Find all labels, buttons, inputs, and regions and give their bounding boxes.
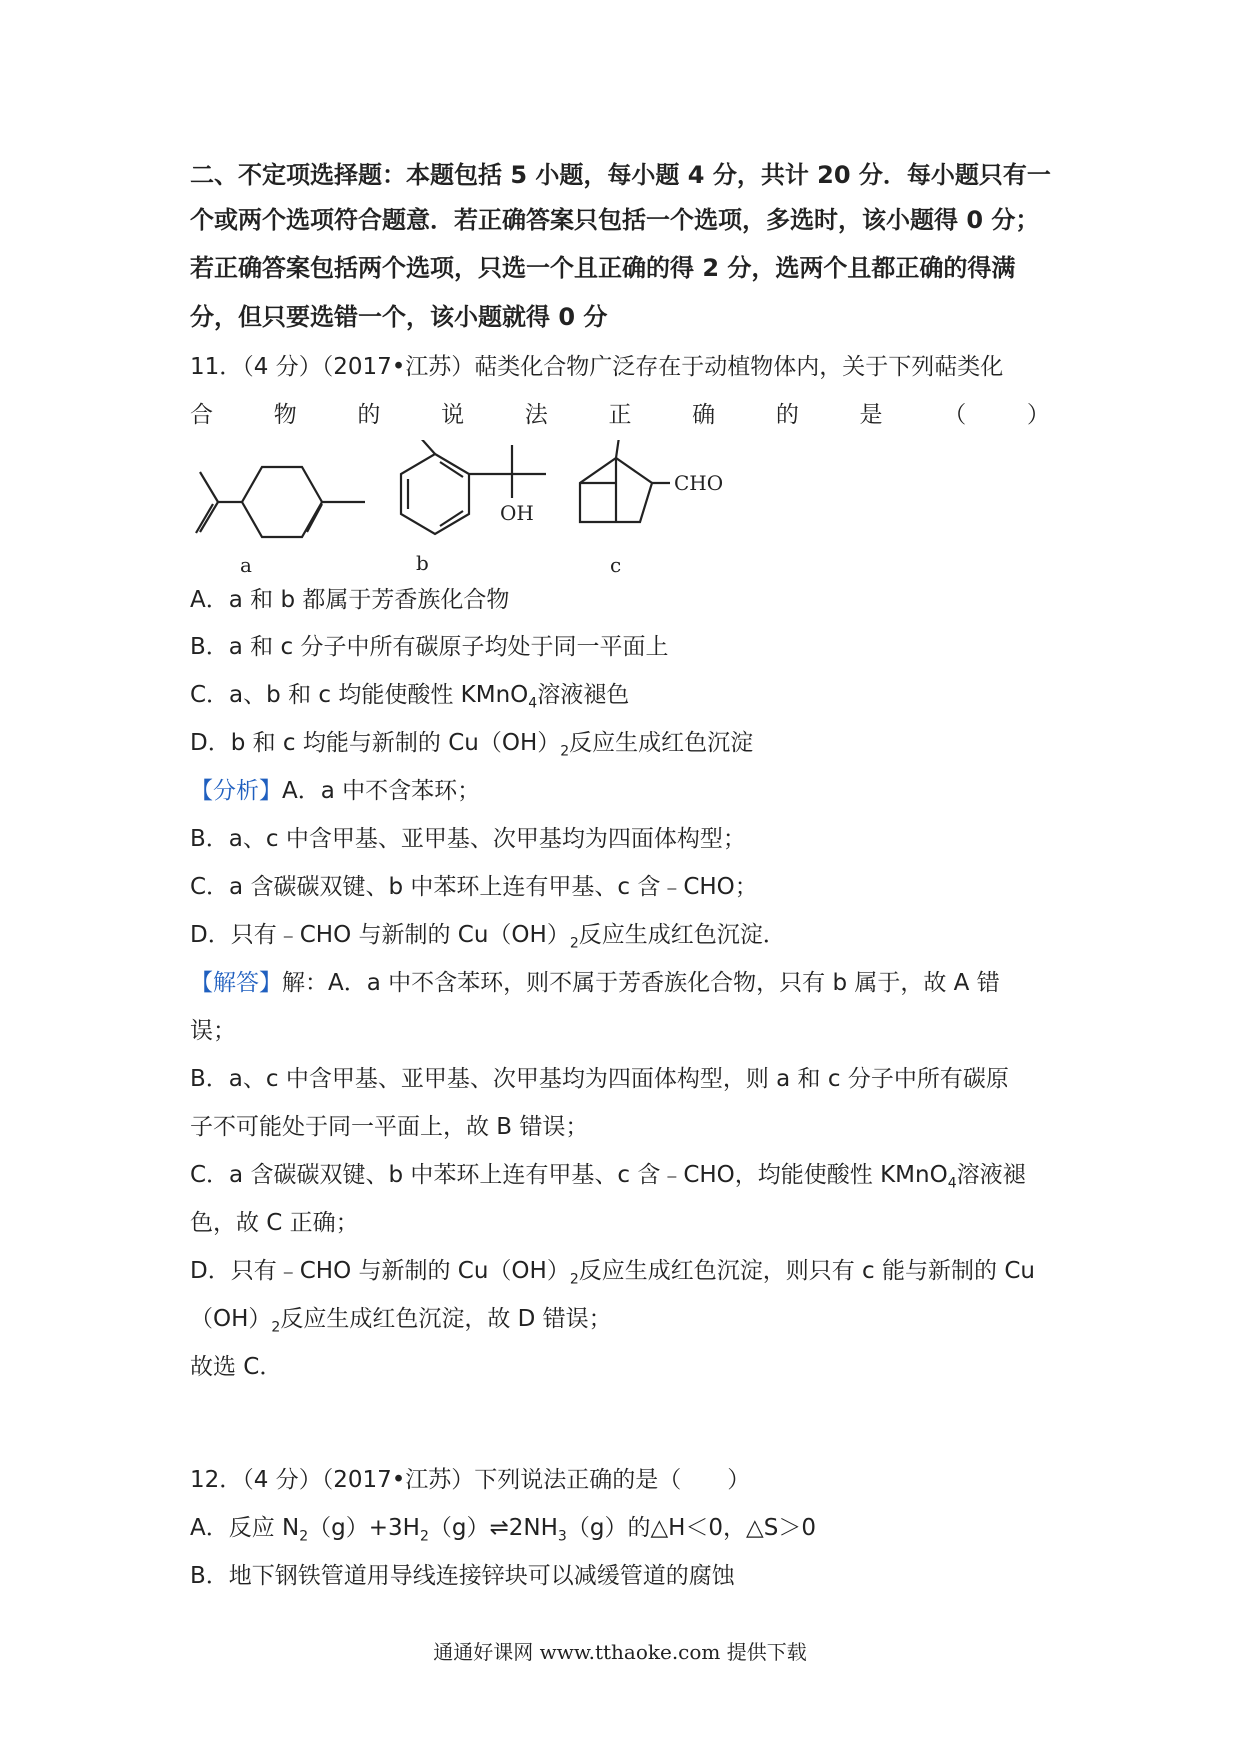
label-b: b (416, 551, 429, 575)
q11-option-d (190, 728, 1060, 758)
text: 反应生成红色沉淀，故 D 错误； (280, 1306, 612, 1332)
subscript: 3 (557, 1528, 567, 1545)
analysis-tag: 【分析】 (190, 778, 282, 804)
stem-char: 合 (190, 402, 213, 428)
q11-stem-line-2 (190, 400, 1060, 430)
label-c: c (610, 553, 622, 577)
stem-char: 的 (775, 402, 799, 428)
subscript: 2 (419, 1528, 429, 1545)
stem-char: 确 (692, 402, 716, 428)
stem-char: 正 (608, 402, 632, 428)
analysis-line-4 (190, 920, 1060, 950)
page-footer: 通通好课网 www.tthaoke.com 提供下载 (433, 1640, 807, 1664)
answer-line-9: 故选 C． (190, 1354, 283, 1380)
subscript: 2 (271, 1319, 281, 1336)
answer-tag: 【解答】 (190, 970, 282, 996)
label-a: a (240, 553, 252, 577)
structure-a (196, 467, 365, 537)
answer-line-8 (190, 1304, 1060, 1334)
text: 溶液褪色 (537, 682, 630, 708)
subscript: 4 (528, 695, 538, 712)
answer-line-7 (190, 1256, 1060, 1286)
answer-line-5 (190, 1160, 1060, 1190)
label-cho: CHO (674, 471, 724, 495)
text: （OH） (190, 1306, 272, 1332)
section-title-line-3: 若正确答案包括两个选项，只选一个且正确的得 2 分，选两个且都正确的得满 (190, 254, 1016, 282)
answer-line-1 (190, 968, 1060, 998)
q12-option-b: B．地下钢铁管道用导线连接锌块可以减缓管道的腐蚀 (190, 1563, 735, 1589)
text: A．反应 N (190, 1515, 300, 1541)
section-title-line-4: 分，但只要选错一个，该小题就得 0 分 (190, 303, 608, 331)
q12-stem: 12．（4 分）（2017•江苏）下列说法正确的是（ ） (190, 1467, 751, 1493)
text: D．只有﹣CHO 与新制的 Cu（OH） (190, 922, 570, 948)
q11-option-a: A．a 和 b 都属于芳香族化合物 (190, 587, 510, 613)
analysis-line-1 (190, 776, 1060, 806)
q11-stem-line-1: 11．（4 分）（2017•江苏）萜类化合物广泛存在于动植物体内，关于下列萜类化 (190, 354, 1004, 380)
structures-svg (170, 440, 890, 580)
answer-line-6: 色，故 C 正确； (190, 1210, 359, 1236)
label-oh: OH (500, 501, 534, 525)
q12-option-a (190, 1513, 1060, 1543)
structure-c (580, 440, 670, 522)
text: 解：A．a 中不含苯环，则不属于芳香族化合物，只有 b 属于，故 A 错 (282, 970, 1000, 996)
subscript: 2 (569, 1271, 579, 1288)
stem-char: 物 (273, 402, 297, 428)
text: A．a 中不含苯环； (282, 778, 481, 804)
text: （g）+3H (308, 1515, 420, 1541)
stem-char: （ (943, 402, 967, 428)
text: C．a、b 和 c 均能使酸性 KMnO (190, 682, 529, 708)
answer-line-2: 误； (190, 1018, 236, 1044)
text: （g）⇌2NH (428, 1515, 558, 1541)
stem-char: 法 (524, 402, 548, 428)
text: 溶液褪 (956, 1162, 1026, 1188)
subscript: 4 (947, 1175, 957, 1192)
section-title-line-2: 个或两个选项符合题意．若正确答案只包括一个选项，多选时，该小题得 0 分； (190, 206, 1040, 234)
text: 反应生成红色沉淀． (578, 922, 786, 948)
text: C．a 含碳碳双键、b 中苯环上连有甲基、c 含﹣CHO，均能使酸性 KMnO (190, 1162, 948, 1188)
text: D．只有﹣CHO 与新制的 Cu（OH） (190, 1258, 570, 1284)
subscript: 2 (299, 1528, 309, 1545)
text: 反应生成红色沉淀 (569, 730, 754, 756)
q11-option-c (190, 680, 1060, 710)
stem-char: ） (1026, 402, 1050, 428)
analysis-line-3: C．a 含碳碳双键、b 中苯环上连有甲基、c 含﹣CHO； (190, 874, 758, 900)
subscript: 2 (569, 935, 579, 952)
analysis-line-2: B．a、c 中含甲基、亚甲基、次甲基均为四面体构型； (190, 826, 746, 852)
text: 反应生成红色沉淀，则只有 c 能与新制的 Cu (578, 1258, 1035, 1284)
text: D．b 和 c 均能与新制的 Cu（OH） (190, 730, 561, 756)
subscript: 2 (560, 743, 570, 760)
q11-option-b: B．a 和 c 分子中所有碳原子均处于同一平面上 (190, 634, 669, 660)
answer-line-4: 子不可能处于同一平面上，故 B 错误； (190, 1114, 589, 1140)
stem-char: 的 (357, 402, 381, 428)
terpene-structures (170, 440, 890, 580)
text: （g）的△H＜0，△S＞0 (566, 1515, 816, 1541)
stem-char: 是 (859, 402, 883, 428)
stem-char: 说 (441, 402, 465, 428)
answer-line-3: B．a、c 中含甲基、亚甲基、次甲基均为四面体构型，则 a 和 c 分子中所有碳原 (190, 1066, 1009, 1092)
section-title-line-1: 二、不定项选择题：本题包括 5 小题，每小题 4 分，共计 20 分．每小题只有一 (190, 161, 1051, 189)
